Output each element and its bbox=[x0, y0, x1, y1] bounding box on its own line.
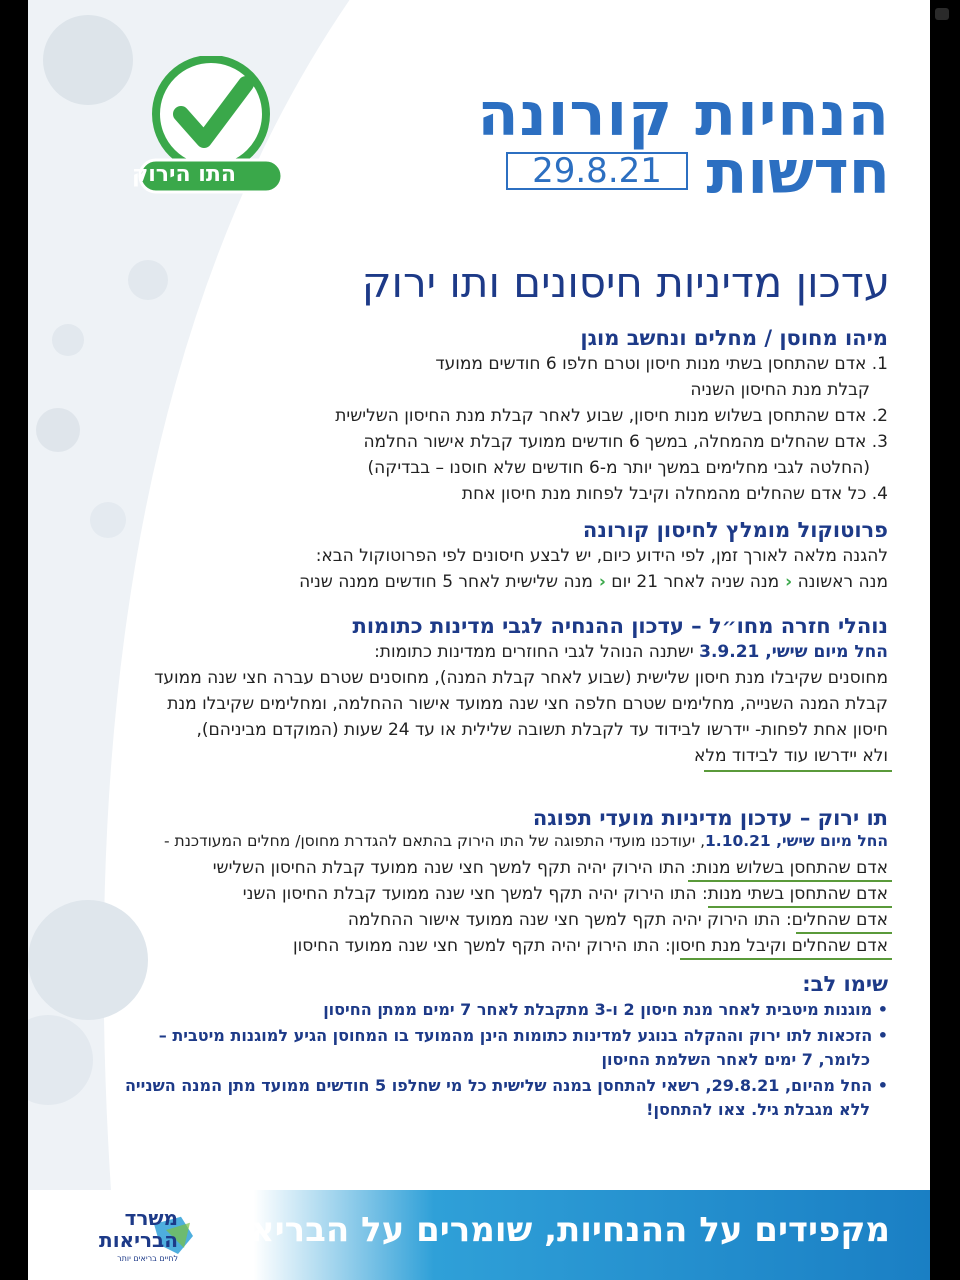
section1-heading: מיהו מחוסן / מחלים ונחשב מוגן bbox=[580, 326, 888, 350]
dose-2: מנה שניה לאחר 21 יום bbox=[611, 572, 780, 592]
section4-item bbox=[213, 858, 888, 878]
section5-heading: שימו לב: bbox=[802, 972, 888, 996]
poster bbox=[28, 0, 930, 1280]
section2-dose-protocol bbox=[299, 572, 888, 592]
notice-bullet-continued: ללא מגבלת גיל. צאו להתחסן! bbox=[646, 1100, 870, 1119]
section4-item-text: התו הירוק יהיה תקף למשך חצי שנה ממועד אישור ההחלמה bbox=[347, 910, 786, 930]
date-box: 29.8.21 bbox=[506, 152, 688, 190]
notice-bullet: • מוגנות מיטבית לאחר מנת חיסון 2 ו-3 מתקבלת לאחר 7 ימים ממתן החיסון bbox=[323, 1000, 888, 1019]
section2-intro: להגנה מלאה לאורך זמן, לפי הידוע כיום, יש לבצע חיסונים לפי הפרוטוקול הבא: bbox=[315, 546, 888, 566]
ministry-name-line1: משרד bbox=[124, 1206, 178, 1230]
section4-item-label: אדם שהחלים: bbox=[785, 910, 888, 930]
section3-line: חיסון אחת לפחות- יידרשו לבידוד עד לקבלת תשובה שלילית או עד 24 שעות (המוקדם מביניהם), bbox=[196, 720, 888, 740]
section2-heading: פרוטוקול מומלץ לחיסון קורונה bbox=[582, 518, 888, 542]
underline-divider bbox=[680, 958, 892, 960]
section1-item: קבלת מנת החיסון השניה bbox=[690, 380, 870, 400]
section4-intro-text: , יעודכנו מועדי התפוגה של התו הירוק בהתאם להגדרת מחוסן/ מחלים המעודכנת - bbox=[164, 832, 706, 850]
chevron-left-icon: ‹ bbox=[779, 572, 793, 592]
chevron-left-icon: ‹ bbox=[592, 572, 606, 592]
section4-intro-date: החל מיום שישי, 1.10.21 bbox=[705, 832, 888, 850]
dose-1: מנה ראשונה bbox=[797, 572, 888, 592]
ministry-tagline: לחיים בריאים יותר bbox=[117, 1254, 178, 1263]
notice-bullet: • הזכאות לתו ירוק וההקלה בנוגע למדינות כתומות הינן מהמועד בו המחוסן הגיע למוגנות מיטבית – bbox=[158, 1026, 888, 1045]
underline-divider bbox=[796, 932, 892, 934]
section3-intro-text: ישתנה הנוהל לגבי החוזרים ממדינות כתומות: bbox=[374, 642, 700, 662]
notice-bullet-continued: כלומר, 7 ימים לאחר השלמת החיסון bbox=[601, 1050, 870, 1069]
section-subtitle: עדכון מדיניות חיסונים ותו ירוק bbox=[361, 258, 890, 307]
section1-item: 3. אדם שהחלים מהמחלה, במשך 6 חודשים ממועד קבלת אישור החלמה bbox=[363, 432, 888, 452]
section4-item-label: אדם שהתחסן בשלוש מנות: bbox=[690, 858, 888, 878]
section4-item-text: התו הירוק יהיה תקף למשך חצי שנה ממועד קבלת החיסון השני bbox=[242, 884, 703, 904]
section4-item-text: התו הירוק יהיה תקף למשך חצי שנה ממועד קבלת החיסון השלישי bbox=[212, 858, 691, 878]
underline-divider bbox=[704, 770, 892, 772]
section4-item bbox=[293, 936, 888, 956]
underline-divider bbox=[708, 906, 892, 908]
section4-item bbox=[348, 910, 888, 930]
section4-heading: תו ירוק – עדכון מדיניות מועדי תפוגה bbox=[532, 806, 888, 830]
section3-line: מחוסנים שקיבלו מנת חיסון שלישית (שבוע לאחר קבלת המנה), מחוסנים שטרם עברה חצי שנה ממועד bbox=[154, 668, 888, 688]
screen-corner-indicator bbox=[935, 8, 949, 20]
page-title-line2: חדשות bbox=[706, 138, 890, 208]
underline-divider bbox=[688, 880, 892, 882]
section1-item: (החלטה לגבי מחלימים במשך יותר מ-6 חודשים שלא חוסנו – בבדיקה) bbox=[367, 458, 870, 478]
page-title: הנחיות קורונה bbox=[477, 80, 890, 150]
section1-item: 2. אדם שהתחסן בשלוש מנות חיסון, שבוע לאחר קבלת מנת החיסון השלישית bbox=[335, 406, 888, 426]
section4-intro bbox=[164, 832, 888, 850]
section3-line: קבלת המנה השנייה, מחלימים שטרם חלפה חצי שנה ממועד אישור ההחלמה, ומחלימים שקיבלו מנת bbox=[167, 694, 888, 714]
section3-line: ולא יידרשו עוד לבידוד מלא bbox=[693, 746, 888, 766]
section4-item bbox=[243, 884, 888, 904]
section3-intro-date: החל מיום שישי, 3.9.21 bbox=[699, 642, 888, 662]
section3-intro bbox=[374, 642, 888, 662]
footer-slogan: מקפידים על ההנחיות, שומרים על הבריאות bbox=[214, 1210, 890, 1250]
section1-item: 4. כל אדם שהחלים מהמחלה וקיבל לפחות מנת חיסון אחת bbox=[461, 484, 888, 504]
dose-3: מנה שלישית לאחר 5 חודשים ממנה שניה bbox=[299, 572, 593, 592]
section4-item-text: התו הירוק יהיה תקף למשך חצי שנה ממועד החיסון bbox=[293, 936, 666, 956]
section3-heading: נוהלי חזרה מחו״ל – עדכון ההנחיה לגבי מדינות כתומות bbox=[352, 614, 888, 638]
section4-item-label: אדם שהתחסן בשתי מנות: bbox=[702, 884, 888, 904]
green-pass-badge-label: התו הירוק bbox=[132, 162, 236, 187]
section4-item-label: אדם שהחלים וקיבל מנת חיסון: bbox=[665, 936, 888, 956]
ministry-name-line2: הבריאות bbox=[99, 1228, 178, 1252]
notice-bullet: • החל מהיום, 29.8.21, רשאי להתחסן במנה שלישית כל מי שחלפו 5 חודשים ממועד מתן המנה השנייה bbox=[124, 1076, 888, 1095]
section1-item: 1. אדם שהתחסן בשתי מנות חיסון וטרם חלפו 6 חודשים ממועד bbox=[435, 354, 888, 374]
